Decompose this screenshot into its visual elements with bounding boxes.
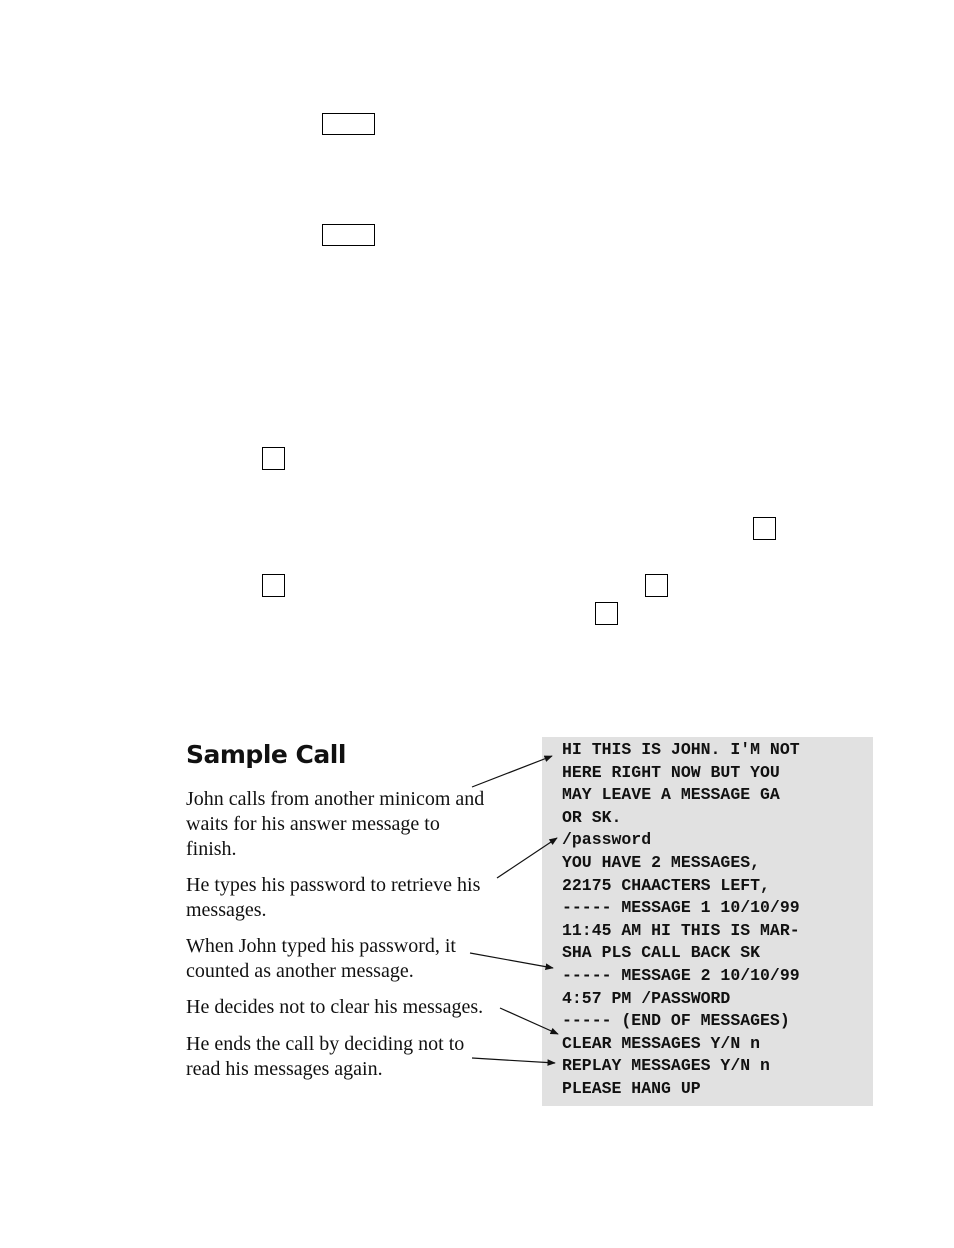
screen-line: CLEAR MESSAGES Y/N n bbox=[562, 1033, 761, 1053]
screen-line: ----- MESSAGE 1 10/10/99 bbox=[562, 898, 800, 918]
section-title: Sample Call bbox=[186, 740, 346, 769]
screen-line: /password bbox=[562, 830, 652, 850]
note-replay: He ends the call by deciding not to read his messages again. bbox=[186, 1033, 465, 1080]
screen-line: SHA PLS CALL BACK SK bbox=[562, 943, 761, 963]
screen-line: OR SK. bbox=[562, 807, 622, 827]
note-calls: John calls from another minicom and waits for his answer message to finish. bbox=[186, 788, 485, 860]
screen-line: REPLAY MESSAGES Y/N n bbox=[562, 1056, 770, 1076]
screen-line: MAY LEAVE A MESSAGE GA bbox=[562, 785, 780, 805]
arrow-3 bbox=[470, 953, 553, 968]
screen-line: HI THIS IS JOHN. I'M NOT bbox=[562, 740, 800, 759]
screen-line: HERE RIGHT NOW BUT YOU bbox=[562, 762, 780, 782]
screen-line: ----- (END OF MESSAGES) bbox=[562, 1011, 790, 1031]
note-counted: When John typed his password, it counted as another message. bbox=[186, 935, 456, 982]
screen-line: 4:57 PM /PASSWORD bbox=[562, 988, 731, 1008]
screen-line: 11:45 AM HI THIS IS MAR- bbox=[562, 920, 800, 940]
screen-line: ----- MESSAGE 2 10/10/99 bbox=[562, 965, 800, 985]
arrow-4 bbox=[500, 1008, 558, 1034]
note-password: He types his password to retrieve his messages. bbox=[186, 874, 481, 921]
screen-line: 22175 CHAACTERS LEFT, bbox=[562, 875, 770, 895]
arrow-2 bbox=[497, 838, 557, 878]
screen-line: PLEASE HANG UP bbox=[562, 1078, 701, 1098]
note-clear: He decides not to clear his messages. bbox=[186, 996, 484, 1018]
arrow-5 bbox=[472, 1058, 555, 1063]
arrow-1 bbox=[472, 756, 552, 787]
screen-line: YOU HAVE 2 MESSAGES, bbox=[562, 852, 761, 872]
